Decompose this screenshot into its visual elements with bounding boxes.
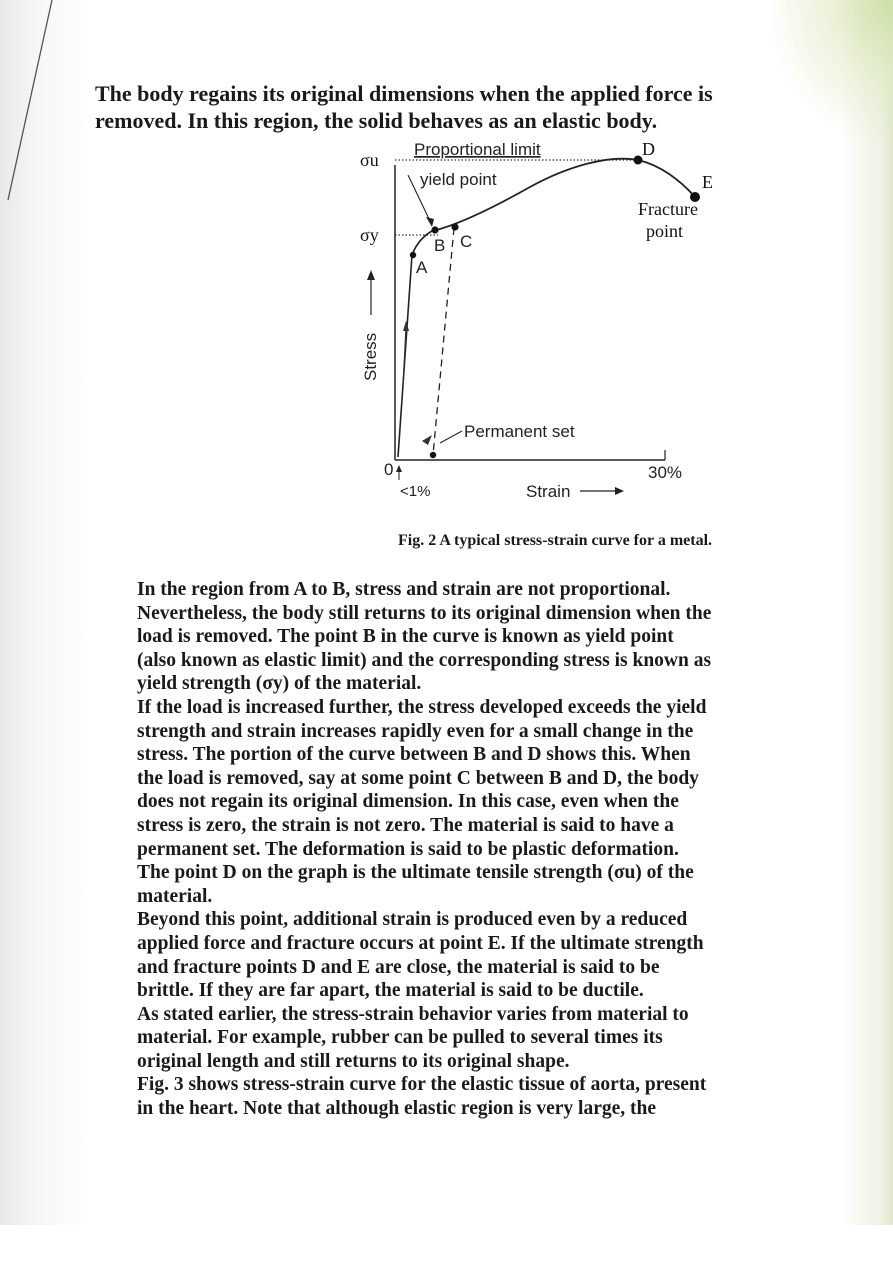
body-line: load is removed. The point B in the curve is known as yield point [137,626,674,648]
stress-axis-label: Stress [361,332,380,381]
body-line: permanent set. The deformation is said to be plastic deformation. [137,838,679,860]
body-line: stress. The portion of the curve between B and D shows this. When [137,744,691,766]
strain-axis-label: Strain [526,482,571,501]
body-line: material. For example, rubber can be pulled to several times its [137,1027,663,1049]
unloading-line [433,228,454,455]
intro-line: removed. In this region, the solid behaves as an elastic body. [95,108,658,133]
elastic-line [398,255,412,457]
body-line: Beyond this point, additional strain is produced even by a reduced [137,909,688,931]
body-line: The point D on the graph is the ultimate tensile strength (σu) of the [137,862,694,884]
stress-arrowhead [367,270,375,280]
point-b-label: B [434,236,446,255]
body-line: If the load is increased further, the stress developed exceeds the yield [137,696,707,718]
sigma-u-label: σu [360,150,379,170]
yield-arrowhead [426,217,434,227]
less-than-1-label: <1% [400,483,431,500]
body-line: does not regain its original dimension. In this case, even when the [137,791,679,813]
unloading-arrowhead [422,435,432,445]
body-line: yield strength (σy) of the material. [137,673,422,695]
body-text [137,578,777,1121]
point-e-label: E [702,172,713,192]
sigma-y-label: σy [360,225,379,245]
body-line: (also known as elastic limit) and the corresponding stress is known as [137,649,712,671]
body-line: brittle. If they are far apart, the material is said to be ductile. [137,980,644,1002]
permanent-set-marker [430,452,436,458]
body-line: original length and still returns to its original shape. [137,1050,570,1072]
page-edge-line [0,0,60,240]
point-c-marker [451,223,458,230]
origin-arrowhead [396,465,402,472]
body-line: applied force and fracture occurs at point E. If the ultimate strength [137,932,704,954]
stress-strain-diagram [340,135,730,505]
yield-point-label: yield point [420,170,497,189]
body-line: In the region from A to B, stress and strain are not proportional. [137,579,671,600]
body-line: and fracture points D and E are close, the material is said to be [137,956,660,978]
thirty-percent-label: 30% [648,463,683,482]
intro-line: The body regains its original dimensions when the applied force is [95,81,713,106]
body-line: material. [137,885,213,907]
body-line: stress is zero, the strain is not zero. The material is said to have a [137,814,674,836]
body-line: strength and strain increases rapidly even for a small change in the [137,720,694,742]
origin-label: 0 [384,460,394,479]
fracture-point-label: point [646,221,684,241]
point-c-label: C [460,232,473,251]
body-line: As stated earlier, the stress-strain behavior varies from material to [137,1003,689,1025]
proportional-limit-label: Proportional limit [414,140,541,159]
curve-a-b [412,231,432,255]
intro-paragraph [95,80,795,134]
body-line: the load is removed, say at some point C between B and D, the body [137,767,699,789]
point-b-marker [431,226,438,233]
figure-caption: Fig. 2 A typical stress-strain curve for a metal. [398,532,713,549]
permanent-set-label: Permanent set [464,422,575,441]
fracture-label: Fracture [638,199,698,219]
permanent-set-pointer [440,431,462,443]
point-a-label: A [416,258,428,277]
strain-arrowhead [615,487,624,495]
point-d-label: D [642,139,655,159]
body-line: in the heart. Note that although elastic region is very large, the [137,1098,657,1120]
body-line: Fig. 3 shows stress-strain curve for the elastic tissue of aorta, present [137,1074,707,1096]
body-line: Nevertheless, the body still returns to its original dimension when the [137,602,712,624]
page-bottom-margin [0,1225,893,1263]
stress-strain-figure [340,135,730,505]
